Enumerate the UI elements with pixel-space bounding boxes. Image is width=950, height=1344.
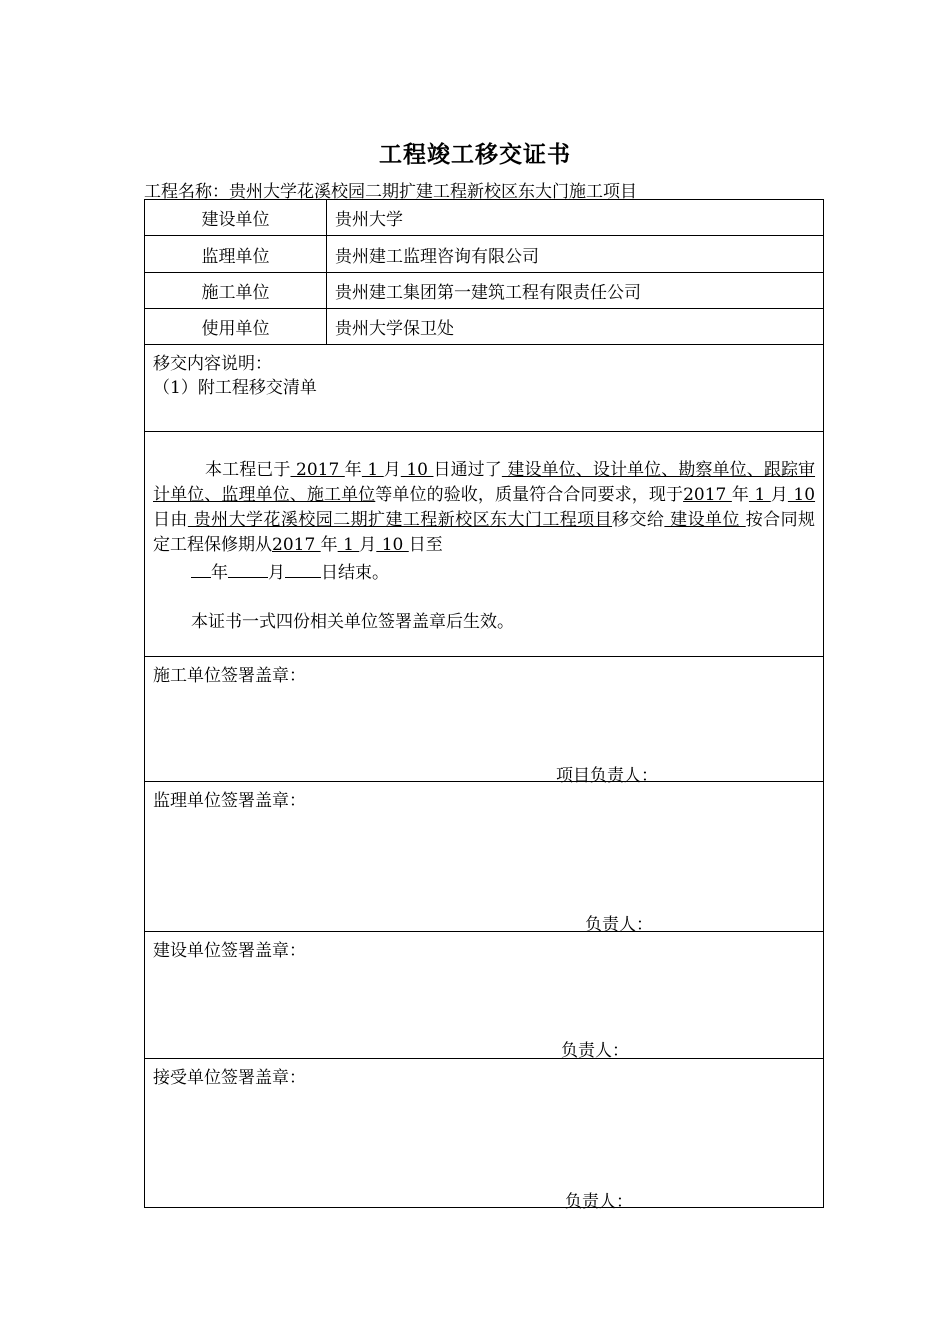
signature-receiver (145, 1059, 823, 1212)
handover-month: 1 (748, 485, 771, 505)
handover-heading: 移交内容说明： (153, 354, 272, 374)
signature-heading: 建设单位签署盖章： (153, 941, 306, 961)
statement-paragraph (153, 458, 815, 558)
warranty-end-day-blank (285, 559, 321, 578)
signature-construction (145, 932, 823, 1059)
approving-units: 建设单位、设计单位、勘察单位、跟踪审计单位、监理单位、施工单位 (153, 460, 816, 505)
handover-project: 贵州大学花溪校园二期扩建工程新校区东大门工程项目 (187, 510, 613, 530)
unit-row-contractor (145, 273, 823, 309)
signature-person: 项目负责人： (556, 766, 658, 786)
statement-text: 本工程已于 (205, 460, 291, 480)
unit-row-supervision (145, 236, 823, 273)
unit-value: 贵州大学 (335, 210, 403, 230)
unit-value: 贵州建工集团第一建筑工程有限责任公司 (335, 283, 641, 303)
statement-text: 按合同规定工程保修期从 (153, 510, 816, 555)
unit-label: 监理单位 (145, 236, 327, 272)
accept-day: 10 (400, 460, 434, 480)
statement-text: 日由 (153, 510, 188, 530)
warranty-end-year-blank (191, 559, 211, 578)
month-unit: 月 (770, 485, 788, 505)
signature-heading: 施工单位签署盖章： (153, 666, 306, 686)
certificate-validity: 本证书一式四份相关单位签署盖章后生效。 (191, 612, 514, 632)
handover-year: 2017 (683, 485, 732, 505)
warranty-start-month: 1 (337, 535, 360, 555)
page-title: 工程竣工移交证书 (379, 142, 571, 168)
accept-month: 1 (361, 460, 384, 480)
handover-item: （1）附工程移交清单 (153, 378, 317, 398)
year-unit: 年 (731, 485, 749, 505)
unit-label: 建设单位 (145, 200, 327, 235)
month-unit: 月 (383, 460, 401, 480)
warranty-start-day: 10 (376, 535, 409, 555)
statement-text: 等单位的验收，质量符合合同要求，现于 (375, 485, 684, 505)
month-unit: 月 (359, 535, 377, 555)
project-name: 工程名称：贵州大学花溪校园二期扩建工程新校区东大门施工项目 (144, 182, 637, 202)
year-unit: 年 (320, 535, 338, 555)
handover-form (144, 199, 824, 1212)
warranty-end-line (191, 558, 389, 583)
handover-content-section (145, 345, 823, 432)
unit-value: 贵州大学保卫处 (335, 319, 454, 339)
signature-person: 负责人： (561, 1041, 629, 1061)
statement-text: 移交给 (612, 510, 665, 530)
warranty-end-month-blank (228, 559, 268, 578)
signature-heading: 接受单位签署盖章： (153, 1068, 306, 1088)
month-unit: 月 (268, 563, 285, 583)
signature-supervision (145, 782, 823, 935)
signature-heading: 监理单位签署盖章： (153, 791, 306, 811)
signature-person: 负责人： (585, 915, 653, 935)
unit-row-user (145, 309, 823, 345)
statement-text: 日至 (408, 535, 443, 555)
unit-label: 使用单位 (145, 309, 327, 344)
year-unit: 年 (344, 460, 362, 480)
signature-person: 负责人： (565, 1192, 633, 1212)
handover-day: 10 (787, 485, 816, 505)
accept-year: 2017 (290, 460, 345, 480)
unit-label: 施工单位 (145, 273, 327, 308)
statement-text: 日结束。 (321, 563, 389, 583)
statement-text: 日通过了 (433, 460, 502, 480)
unit-value: 贵州建工监理咨询有限公司 (335, 246, 539, 267)
signature-contractor (145, 657, 823, 786)
statement-section (145, 432, 823, 657)
unit-row-construction (145, 200, 823, 236)
warranty-start-year: 2017 (272, 535, 321, 555)
year-unit: 年 (211, 563, 228, 583)
receiving-unit: 建设单位 (664, 510, 746, 530)
